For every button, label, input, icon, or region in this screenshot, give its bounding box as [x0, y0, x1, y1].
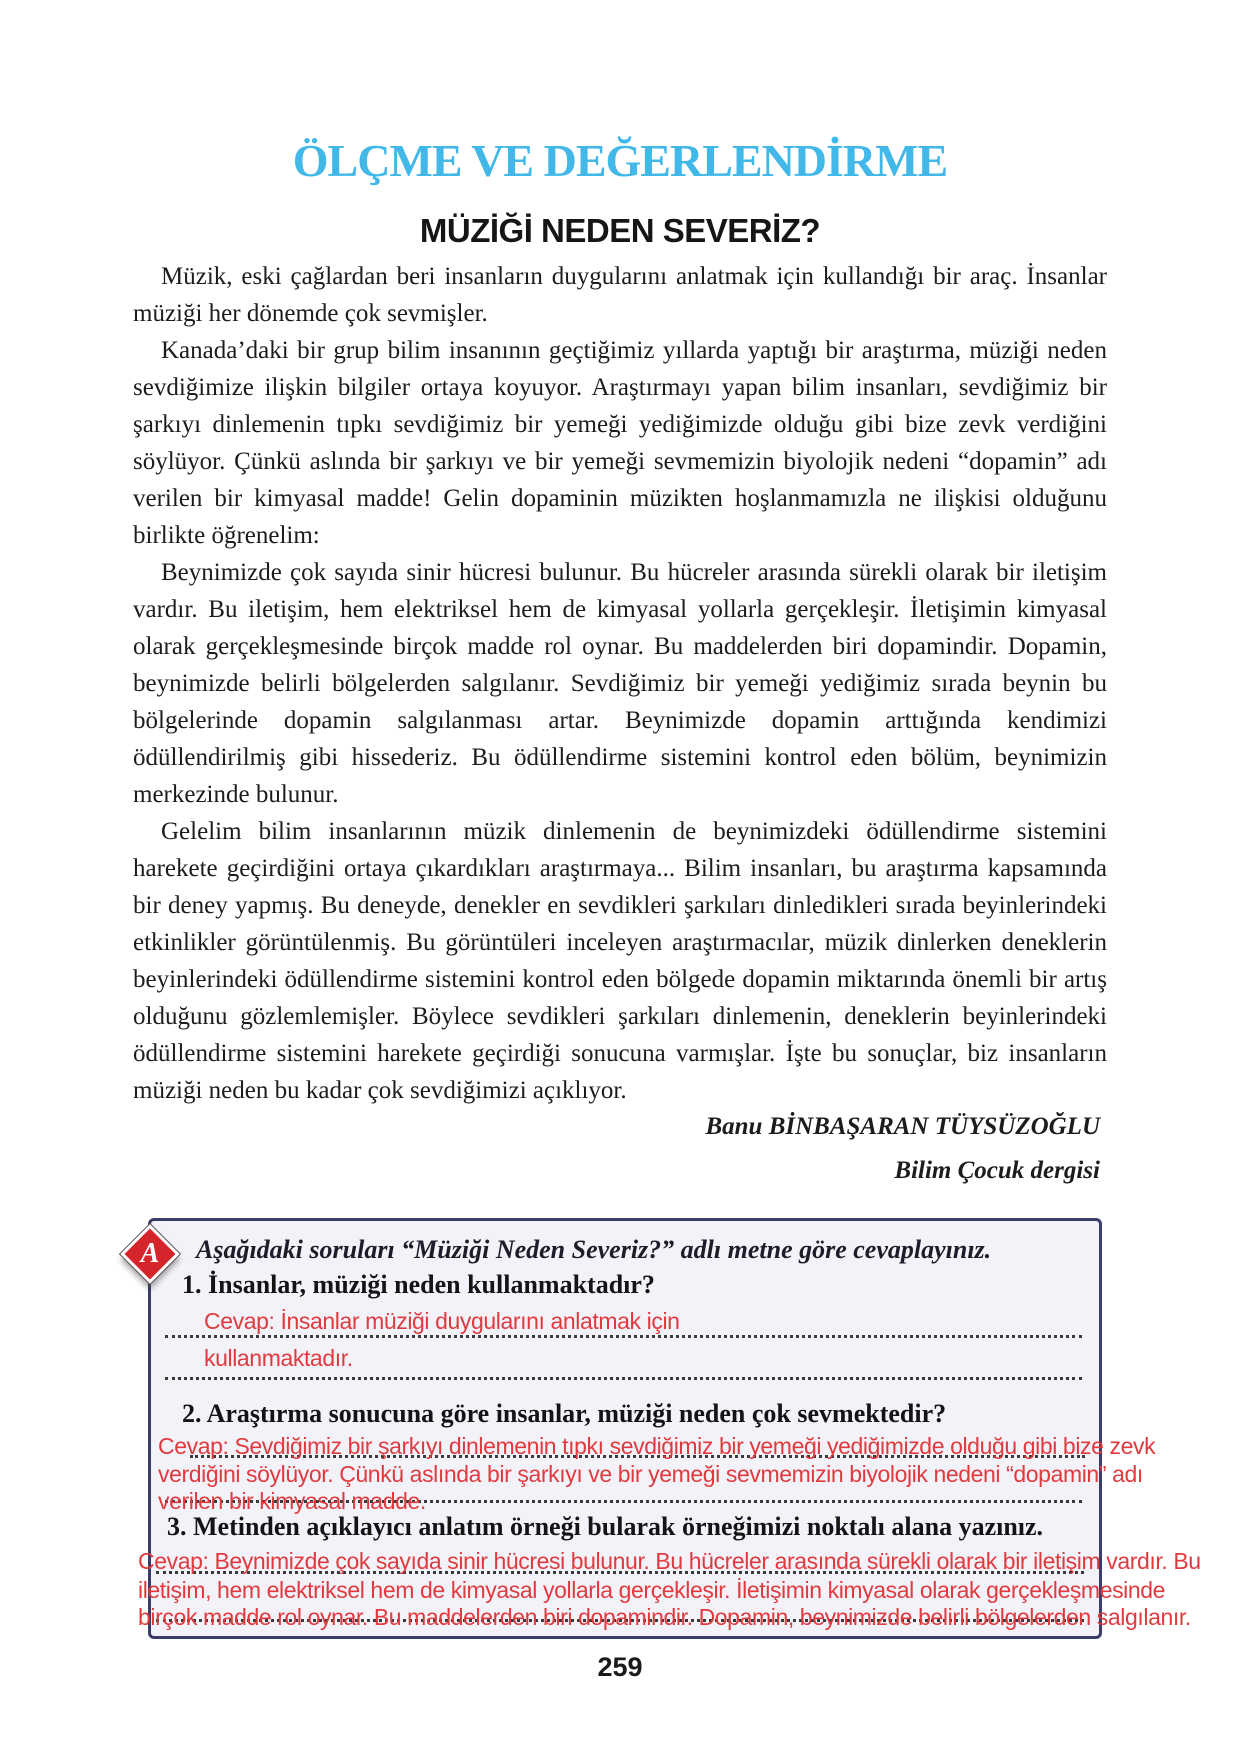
- dotted-answer-line: [165, 1335, 1082, 1338]
- section-title: ÖLÇME VE DEĞERLENDİRME: [292, 135, 948, 186]
- answer-3-line-1: Cevap: Beynimizde çok sayıda sinir hücresi bulunur. Bu hücreler arasında sürekli olarak bir iletişim vardır. Bu: [138, 1548, 1201, 1574]
- activity-badge-letter: A: [140, 1238, 160, 1269]
- article-paragraph: Kanada’daki bir grup bilim insanının geçtiğimiz yıllarda yaptığı bir araştırma, müziği neden sevdiğimize ilişkin bilgiler ortaya koyuyor. Araştırmayı yapan bilim insanları, sevdiğimiz bir şarkıyı dinlemenin tıpkı sevdiğimiz bir yemeği yediğimizde olduğu gibi bize zevk verdiğini söylüyor. Çünkü aslında bir şarkıyı ve bir yemeği sevmemizin biyolojik nedeni “dopamin” adı verilen bir kimyasal madde! Gelin dopaminin müzikten hoşlanmamızla ne ilişkisi olduğunu birlikte öğrenelim:: [133, 337, 1107, 549]
- activity-badge-diamond: [120, 1224, 179, 1283]
- article-title: MÜZİĞİ NEDEN SEVERİZ?: [419, 212, 821, 249]
- activity-instruction: Aşağıdaki soruları “Müziği Neden Severiz?” adlı metne göre cevaplayınız.: [196, 1235, 992, 1264]
- question-2-label: 2. Araştırma sonucuna göre insanlar, müziği neden çok sevmektedir?: [182, 1399, 947, 1428]
- article-paragraph: Gelelim bilim insanlarının müzik dinlemenin de beynimizdeki ödüllendirme sistemini harekete geçirdiğini ortaya çıkardıkları araştırmaya... Bilim insanları, bu araştırma kapsamında bir deney yapmış. Bu deneyde, denekler en sevdikleri şarkıları dinledikleri sırada beyinlerindeki etkinlikler görüntülenmiş. Bu görüntüleri inceleyen araştırmacılar, müzik dinlerken deneklerin beyinlerindeki ödüllendirme sistemini kontrol eden bölgede dopamin miktarında önemli bir artış olduğunu gözlemlemişler. Böylece sevdikleri şarkıları dinlemenin, deneklerin beyinlerindeki ödüllendirme sistemini harekete geçirdiği sonucuna varmışlar. İşte bu sonuçlar, biz insanların müziği neden bu kadar çok sevdiğimizi açıklıyor.: [133, 818, 1107, 1104]
- answer-2-line-3: verilen bir kimyasal madde.: [158, 1488, 426, 1514]
- question-3-label: 3. Metinden açıklayıcı anlatım örneği bularak örneğimizi noktalı alana yazınız.: [167, 1512, 1044, 1541]
- answer-3-line-3: birçok madde rol oynar. Bu maddelerden biri dopamindir. Dopamin, beynimizde belirli bölgelerden salgılanır.: [138, 1604, 1191, 1630]
- activity-box: [138, 1218, 1201, 1639]
- page-number: 259: [597, 1652, 643, 1682]
- article-paragraph: Müzik, eski çağlardan beri insanların duygularını anlatmak için kullandığı bir araç. İnsanlar müziği her dönemde çok sevmişler.: [133, 263, 1107, 327]
- answer-2-line-1: Cevap: Sevdiğimiz bir şarkıyı dinlemenin tıpkı sevdiğimiz bir yemeği yediğimizde olduğu gibi bize zevk: [158, 1433, 1156, 1459]
- dotted-answer-line: [165, 1377, 1082, 1380]
- question-1-label: 1. İnsanlar, müziği neden kullanmaktadır?: [182, 1270, 655, 1299]
- answer-1-line-1: Cevap: İnsanlar müziği duygularını anlatmak için: [204, 1308, 680, 1334]
- answer-3-line-2: iletişim, hem elektriksel hem de kimyasal yollarla gerçekleşir. İletişimin kimyasal olarak gerçekleşmesinde: [138, 1577, 1166, 1603]
- answer-2-line-2: verdiğini söylüyor. Çünkü aslında bir şarkıyı ve bir yemeği sevmemizin biyolojik nedeni “dopamin” adı: [158, 1461, 1143, 1487]
- author-name: Banu BİNBAŞARAN TÜYSÜZOĞLU: [705, 1113, 1100, 1140]
- source-name: Bilim Çocuk dergisi: [894, 1157, 1100, 1184]
- article-paragraph: Beynimizde çok sayıda sinir hücresi bulunur. Bu hücreler arasında sürekli olarak bir iletişim vardır. Bu iletişim, hem elektriksel hem de kimyasal yollarla gerçekleşir. İletişimin kimyasal olarak gerçekleşmesinde birçok madde rol oynar. Bu maddelerden biri dopamindir. Dopamin, beynimizde belirli bölgelerden salgılanır. Sevdiğimiz bir yemeği yediğimiz sırada beynin bu bölgelerinde dopamin salgılanması artar. Beynimizde dopamin arttığında kendimizi ödüllendirilmiş gibi hissederiz. Bu ödüllendirme sistemini kontrol eden bölüm, beynimizin merkezinde bulunur.: [133, 559, 1107, 808]
- answer-1-line-2: kullanmaktadır.: [204, 1345, 353, 1371]
- article-body: [133, 258, 1107, 1109]
